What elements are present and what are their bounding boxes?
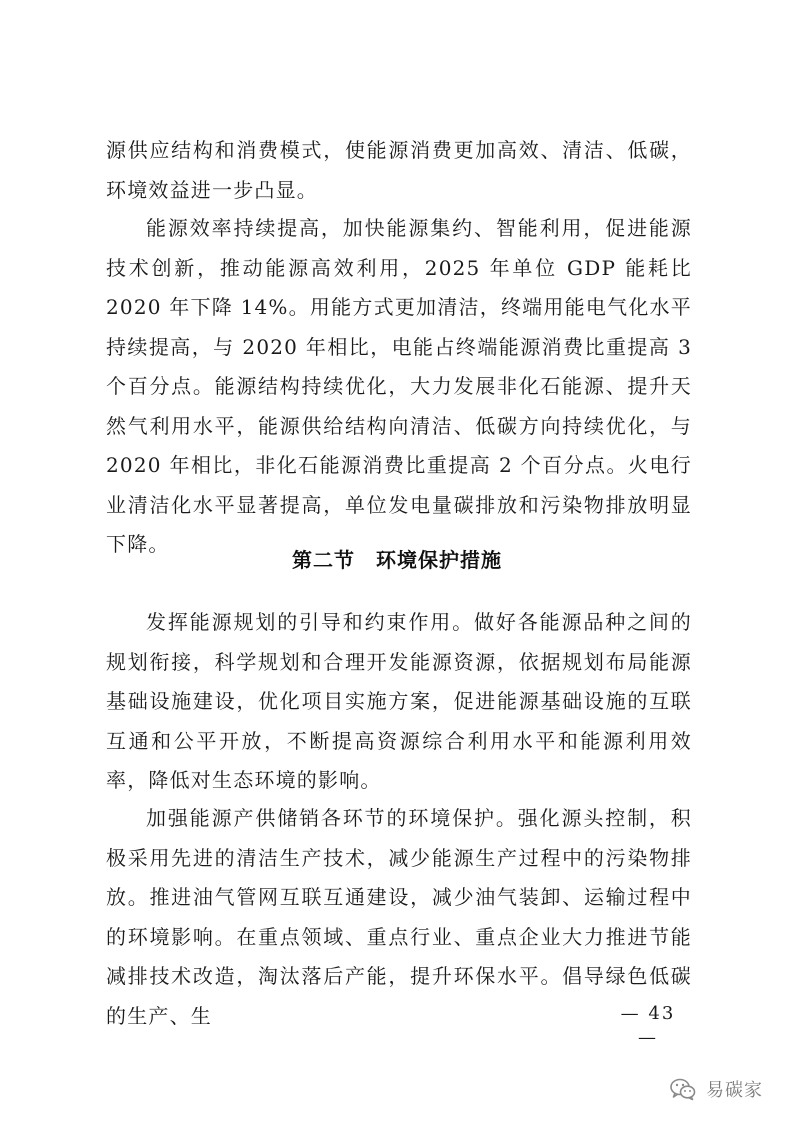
watermark (668, 1074, 763, 1104)
paragraph-planning-role: 发挥能源规划的引导和约束作用。做好各能源品种之间的规划衔接，科学规划和合理开发能源资源，依据规划布局能源基础设施建设，优化项目实施方案，促进能源基础设施的互联互通和公平开放，不断提高资源综合利用水平和能源利用效率，降低对生态环境的影响。 (106, 610, 692, 792)
paragraph-environmental-protection: 加强能源产供储销各环节的环境保护。强化源头控制，积极采用先进的清洁生产技术，减少能源生产过程中的污染物排放。推进油气管网互联互通建设，减少油气装卸、运输过程中的环境影响。在重点领域、重点行业、重点企业大力推进节能减排技术改造，淘汰落后产能，提升环保水平。倡导绿色低碳的生产、生 (106, 806, 692, 1028)
paragraph-energy-supply: 源供应结构和消费模式，使能源消费更加高效、清洁、低碳，环境效益进一步凸显。 (106, 138, 692, 202)
paragraph-energy-efficiency: 能源效率持续提高，加快能源集约、智能利用，促进能源技术创新，推动能源高效利用，2025 年单位 GDP 能耗比 2020 年下降 14%。用能方式更加清洁，终端用能电气化水平持续提高，与 2020 年相比，电能占终端能源消费比重提高 3 个百分点。能源结构持续优化，大力发展非化石能源、提升天然气利用水平，能源供给结构向清洁、低碳方向持续优化，与 2020 年相比，非化石能源消费比重提高 2 个百分点。火电行业清洁化水平显著提高，单位发电量碳排放和污染物排放明显下降。 (106, 216, 692, 556)
watermark-text: 易碳家 (706, 1080, 763, 1101)
page-number: — 43 — (620, 1003, 676, 1048)
wechat-icon (668, 1074, 698, 1104)
section-heading: 第二节 环境保护措施 (292, 548, 502, 572)
